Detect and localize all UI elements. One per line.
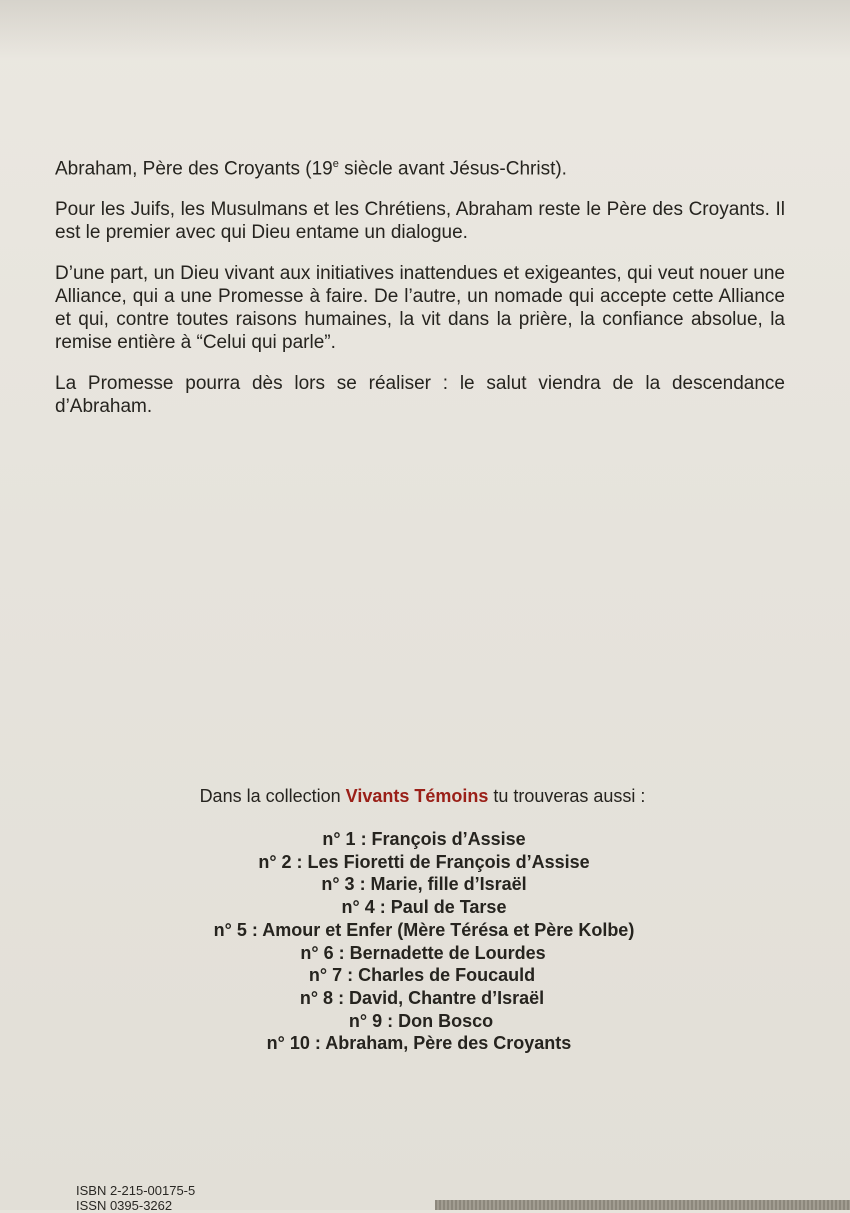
- blurb-paragraph-1: Pour les Juifs, les Musulmans et les Chrétiens, Abraham reste le Père des Croyants. Il est le premier avec qui Dieu entame un dialogue.: [55, 199, 785, 244]
- issn-number: ISSN 0395-3262: [76, 1198, 173, 1213]
- blurb-title-text: Abraham, Père des Croyants (19: [55, 158, 333, 180]
- isbn-number: ISBN 2-215-00175-5: [76, 1183, 196, 1198]
- blurb-paragraph-3: La Promesse pourra dès lors se réaliser : le salut viendra de la descendance d’Abraham.: [55, 373, 785, 418]
- publication-codes: [76, 1183, 195, 1213]
- blurb-title-text-end: siècle avant Jésus-Christ).: [338, 158, 567, 180]
- page-shadow: [0, 0, 850, 60]
- collection-intro-line: [200, 786, 646, 807]
- collection-intro: [0, 786, 850, 807]
- list-item: n° 10 : Abraham, Père des Croyants: [266, 1033, 572, 1054]
- list-item: n° 4 : Paul de Tarse: [341, 897, 507, 918]
- collection-name: Vivants Témoins: [345, 786, 489, 806]
- blurb-text: [55, 153, 785, 436]
- list-item: n° 3 : Marie, fille d’Israël: [321, 874, 527, 895]
- blurb-paragraph-2: D’une part, un Dieu vivant aux initiatives inattendues et exigeantes, qui veut nouer une Alliance, qui a une Promesse à faire. De l’autre, un nomade qui accepte cette Alliance et qui, contre toutes raisons humaines, la vit dans la prière, la confiance absolue, la remise entière à “Celui qui parle”.: [55, 263, 785, 354]
- list-item: n° 7 : Charles de Foucauld: [308, 965, 536, 986]
- list-item: n° 2 : Les Fioretti de François d’Assise: [258, 851, 590, 872]
- list-item: n° 8 : David, Chantre d’Israël: [299, 987, 545, 1008]
- list-item: n° 5 : Amour et Enfer (Mère Térésa et Père Kolbe): [213, 919, 635, 940]
- century-superscript: e: [332, 158, 339, 170]
- collection-intro-text: Dans la collection: [199, 786, 346, 806]
- book-bottom-edge: [435, 1200, 850, 1210]
- collection-intro-text-end: tu trouveras aussi :: [488, 786, 646, 806]
- blurb-title-line: [55, 153, 785, 180]
- list-item: n° 1 : François d’Assise: [322, 829, 526, 849]
- list-item: n° 6 : Bernadette de Lourdes: [300, 942, 546, 963]
- list-item: n° 9 : Don Bosco: [348, 1010, 494, 1031]
- collection-title-list: [0, 828, 850, 1055]
